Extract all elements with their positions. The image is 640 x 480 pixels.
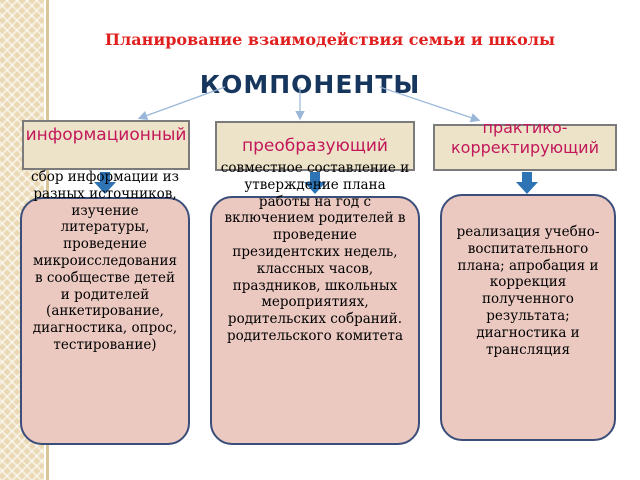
component-label-informational: информационный: [25, 125, 187, 145]
description-text-practical: реализация учебно-воспитательного плана; апробация и коррекция полученного результата; диагностика и трансляция: [456, 224, 600, 358]
description-card-informational: [20, 169, 190, 445]
component-label-practical: практико-корректирующий: [451, 118, 599, 157]
description-text-informational: сбор информации из разных источников, изучение литературы, проведение микроисследования в сообществе детей и родителей (анкетирование, диагностика, опрос, тестирование): [31, 169, 179, 353]
down-arrow-3: [516, 172, 538, 194]
description-card-practical: [440, 194, 616, 441]
component-label-transformative: преобразующий: [242, 136, 388, 156]
component-box-informational: [22, 120, 190, 170]
connector-arrow-right: [380, 87, 478, 120]
component-box-practical: [433, 118, 617, 171]
components-heading: КОМПОНЕНТЫ: [199, 70, 421, 99]
diagram-title: Планирование взаимодействия семьи и школы: [104, 30, 556, 49]
description-card-transformative: [210, 160, 420, 445]
connector-arrow-left: [140, 87, 225, 118]
description-text-transformative: совместное составление и утверждение плана работы на год с включением родителей в проведение президентских недель, классных часов, праздников, школьных мероприятиях, родительских собраний. родительского комитета: [220, 160, 410, 344]
